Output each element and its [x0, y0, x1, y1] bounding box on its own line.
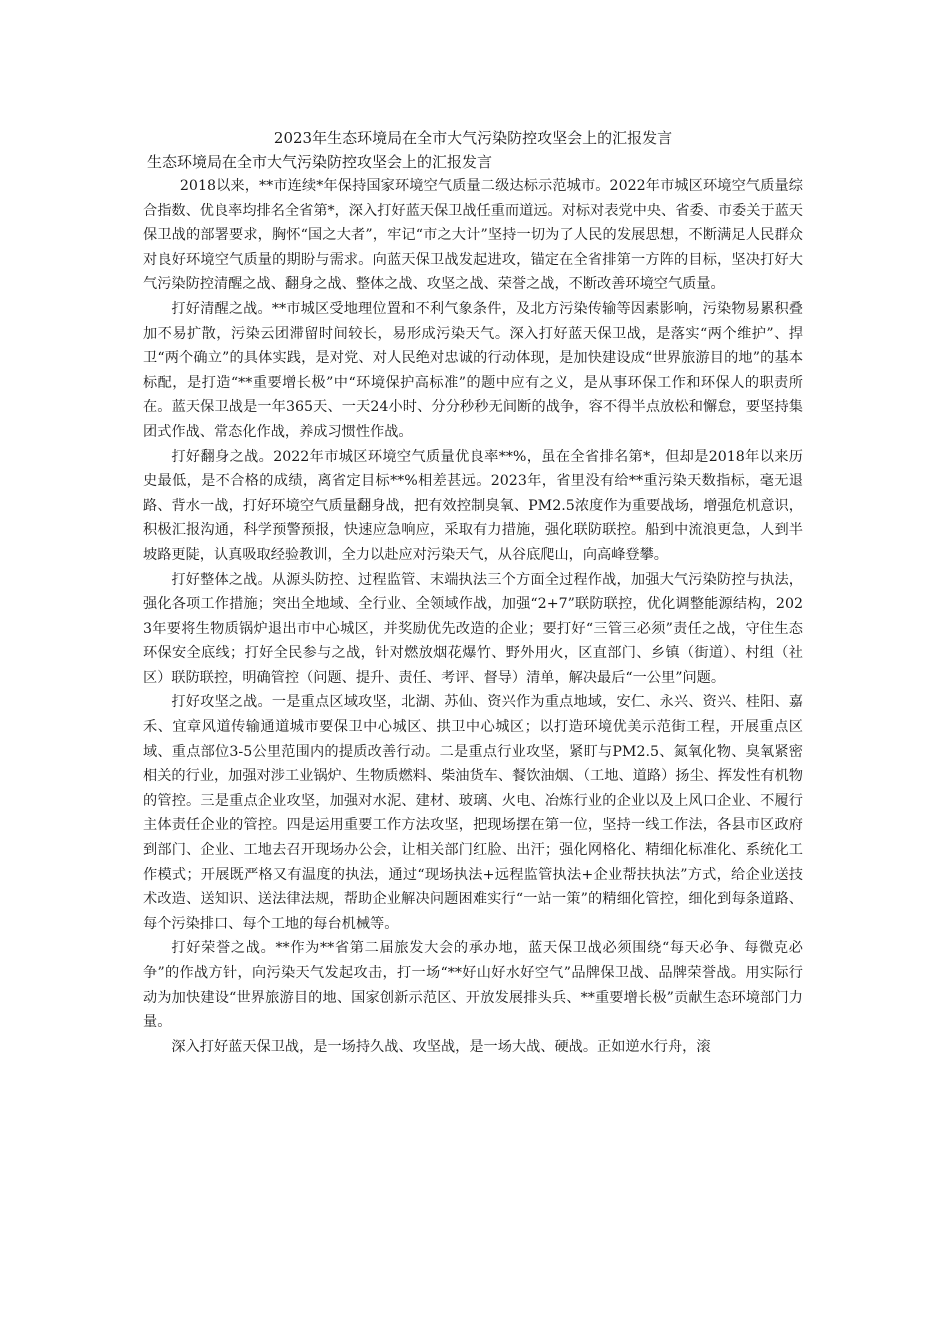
paragraph-turnaround-battle: 打好翻身之战。2022年市城区环境空气质量优良率**%，虽在全省排名第*，但却是2018年以来历史最低，是不合格的成绩，离省定目标**%相差甚远。2023年，省里没有给**重污染天数指标，毫无退路、背水一战，打好环境空气质量翻身战，把有效控制臭氧、PM2.5浓度作为重要战场，增强危机意识，积极汇报沟通，科学预警预报，快速应急响应，采取有力措施，强化联防联控。船到中流浪更急，人到半坡路更陡，认真吸取经验教训，全力以赴应对污染天气，从谷底爬山，向高峰登攀。 — [143, 448, 803, 563]
paragraph-intro: 2018以来，**市连续*年保持国家环境空气质量二级达标示范城市。2022年市城区环境空气质量综合指数、优良率均排名全省第*，深入打好蓝天保卫战任重而道远。对标对表党中央、省委、市委关于蓝天保卫战的部署要求，胸怀“国之大者”，牢记“市之大计”坚持一切为了人民的发展思想，不断满足人民群众对良好环境空气质量的期盼与需求。向蓝天保卫战发起进攻，锚定在全省排第一方阵的目标，坚决打好大气污染防控清醒之战、翻身之战、整体之战、攻坚之战、荣誉之战，不断改善环境空气质量。 — [143, 178, 803, 293]
document-subtitle: 生态环境局在全市大气污染防控攻坚会上的汇报发言 — [147, 153, 493, 171]
paragraph-tough-battle: 打好攻坚之战。一是重点区域攻坚，北湖、苏仙、资兴作为重点地域，安仁、永兴、资兴、桂阳、嘉禾、宜章风道传输通道城市要保卫中心城区、拱卫中心城区；以打造环境优美示范街工程，开展重点区域、重点部位3-5公里范围内的提质改善行动。二是重点行业攻坚，紧盯与PM2.5、氮氧化物、臭氧紧密相关的行业，加强对涉工业锅炉、生物质燃料、柴油货车、餐饮油烟、（工地、道路）扬尘、挥发性有机物的管控。三是重点企业攻坚，加强对水泥、建材、玻璃、火电、冶炼行业的企业以及上风口企业、不履行主体责任企业的管控。四是运用重要工作方法攻坚，把现场摆在第一位，坚持一线工作法，各县市区政府到部门、企业、工地去召开现场办公会，让相关部门红脸、出汗；强化网格化、精细化标准化、系统化工作模式；开展既严格又有温度的执法，通过“现场执法+远程监管执法+企业帮扶执法”方式，给企业送技术改造、送知识、送法律法规，帮助企业解决问题困难实行“一站一策”的精细化管控，细化到每条道路、每个污染排口、每个工地的每台机械等。 — [143, 694, 803, 932]
paragraph-overall-battle: 打好整体之战。从源头防控、过程监管、末端执法三个方面全过程作战，加强大气污染防控与执法，强化各项工作措施；突出全地域、全行业、全领域作战，加强“2+7”联防联控，优化调整能源结构，2023年要将生物质锅炉退出市中心城区，并奖励优先改造的企业；要打好“三管三必须”责任之战，守住生态环保安全底线；打好全民参与之战，针对燃放烟花爆竹、野外用火，区直部门、乡镇（街道）、村组（社区）联防联控，明确管控（问题、提升、责任、考评、督导）清单，解决最后“一公里”问题。 — [143, 571, 803, 686]
document-page — [143, 126, 803, 1059]
paragraph-clear-battle: 打好清醒之战。**市城区受地理位置和不利气象条件，及北方污染传输等因素影响，污染物易累积叠加不易扩散，污染云团滞留时间较长，易形成污染天气。深入打好蓝天保卫战，是落实“两个维护”、捍卫“两个确立”的具体实践，是对党、对人民绝对忠诚的行动体现，是加快建设成“世界旅游目的地”的基本标配，是打造“**重要增长极”中“环境保护高标准”的题中应有之义，是从事环保工作和环保人的职责所在。蓝天保卫战是一年365天、一天24小时、分分秒秒无间断的战争，容不得半点放松和懈怠，要坚持集团式作战、常态化作战，养成习惯性作战。 — [143, 300, 803, 440]
paragraph-conclusion: 深入打好蓝天保卫战，是一场持久战、攻坚战，是一场大战、硬战。正如逆水行舟，滚 — [171, 1038, 711, 1055]
paragraph-honor-battle: 打好荣誉之战。**作为**省第二届旅发大会的承办地，蓝天保卫战必须围绕“每天必争、每微克必争”的作战方针，向污染天气发起攻击，打一场“**好山好水好空气”品牌保卫战、品牌荣誉战。用实际行动为加快建设“世界旅游目的地、国家创新示范区、开放发展排头兵、**重要增长极”贡献生态环境部门力量。 — [143, 940, 803, 1031]
document-title: 2023年生态环境局在全市大气污染防控攻坚会上的汇报发言 — [273, 129, 673, 147]
